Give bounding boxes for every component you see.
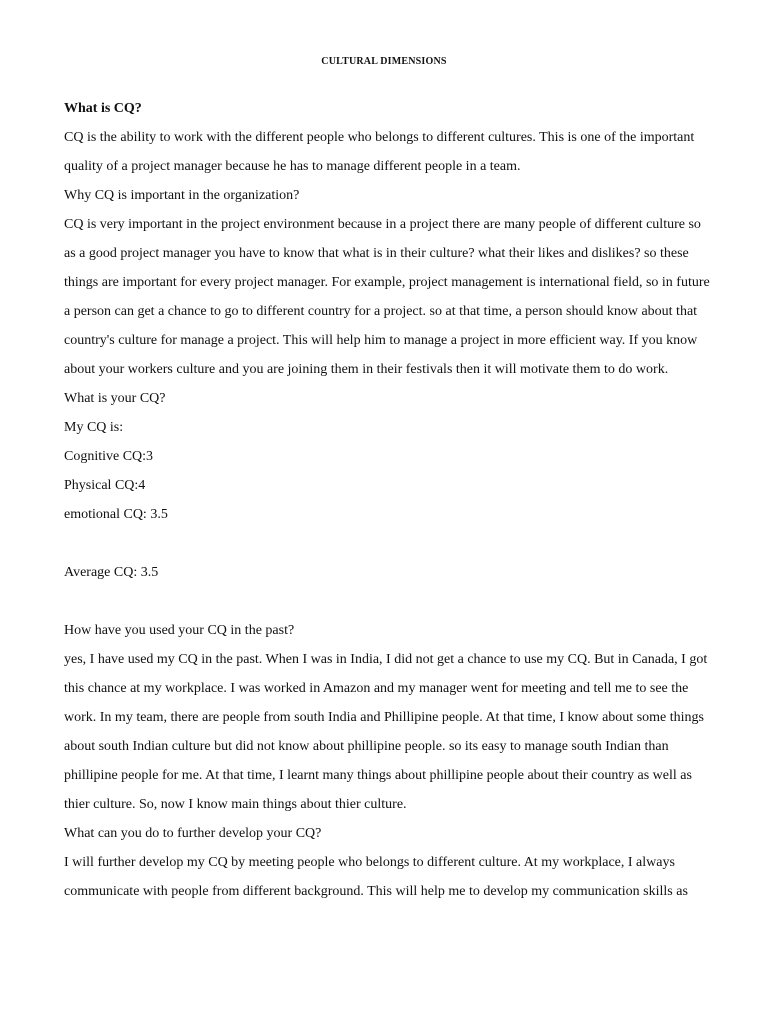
spacer <box>64 529 714 558</box>
emotional-cq: emotional CQ: 3.5 <box>64 507 168 522</box>
document-title: CULTURAL DIMENSIONS <box>321 56 447 67</box>
average-cq: Average CQ: 3.5 <box>64 565 159 580</box>
paragraph-importance: CQ is very important in the project environment because in a project there are many people of different culture so as a good project manager you have to know that what is in their culture? what their likes and dislikes? so these things are important for every project manager. For example, project management is international field, so in future a person can get a chance to go to different country for a project. so at that time, a person should know about that country's culture for manage a project. This will help him to manage a project in more efficient way. If you know about your workers culture and you are joining them in their festivals then it will motivate them to do work. <box>64 217 710 377</box>
paragraph-past-use: yes, I have used my CQ in the past. When I was in India, I did not get a chance to use my CQ. But in Canada, I got this chance at my workplace. I was worked in Amazon and my manager went for meeting and tell me to see the work. In my team, there are people from south India and Phillipine people. At that time, I know about some things about south Indian culture but did not know about phillipine people. so its easy to manage south Indian than phillipine people for me. At that time, I learnt many things about phillipine people about their country as well as thier culture. So, now I know main things about thier culture. <box>64 652 708 812</box>
paragraph-develop: I will further develop my CQ by meeting people who belongs to different culture. At my workplace, I always communicate with people from different background. This will help me to develop my communication skills as <box>64 855 688 899</box>
question-past-use: How have you used your CQ in the past? <box>64 623 295 638</box>
document-body <box>64 94 714 906</box>
question-importance: Why CQ is important in the organization? <box>64 188 300 203</box>
physical-cq: Physical CQ:4 <box>64 478 146 493</box>
question-develop: What can you do to further develop your CQ? <box>64 826 322 841</box>
paragraph-definition: CQ is the ability to work with the different people who belongs to different cultures. This is one of the important quality of a project manager because he has to manage different people in a team. <box>64 130 695 174</box>
my-cq-label: My CQ is: <box>64 420 124 435</box>
cognitive-cq: Cognitive CQ:3 <box>64 449 154 464</box>
spacer <box>64 587 714 616</box>
question-your-cq: What is your CQ? <box>64 391 166 406</box>
section-heading: What is CQ? <box>64 101 142 116</box>
